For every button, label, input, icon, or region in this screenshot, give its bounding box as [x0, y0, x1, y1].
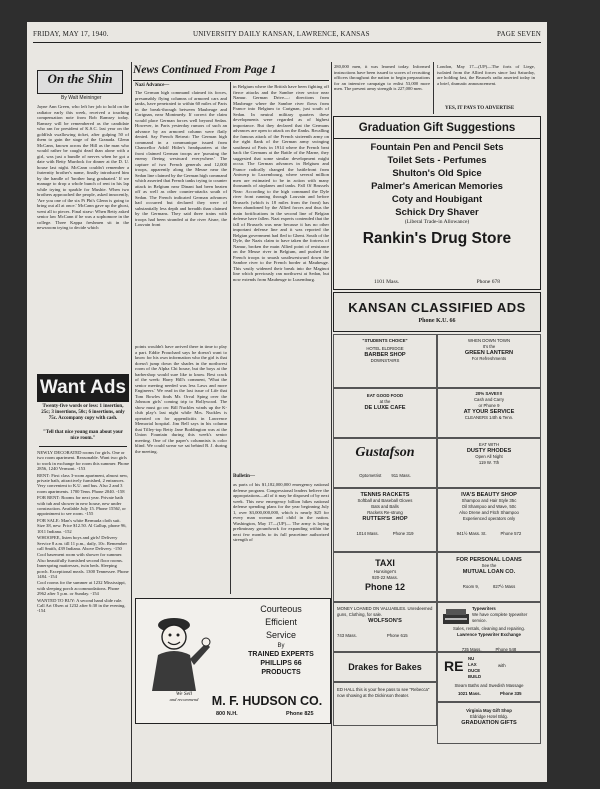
classified-title: KANSAN CLASSIFIED ADS: [348, 300, 526, 315]
bulletin-body: as parts of his $1,182,000,000 emergency national defense program. Congressional leaders believe the appropriations—all of it may be disposed of by next week. This new emergency billion hikes national defense spending plans for the year beginning July 1, over $3,000,000,000, which is nearly $25 for every man woman and child in the nation. Washington, May 17—(UP)— The army is laying preliminary groundwork for expanding within the next few months to its full peacetime authorized strength of: [233, 482, 329, 542]
gift-shop-ad: Virginia May Gift Shop Eldridge Hotel Bldg. GRADUATION GIFTS: [437, 702, 541, 744]
drakes-ad: Drakes for Bakes: [333, 652, 437, 682]
barber-ad: "STUDENTS CHOICE" HOTEL ELDRIDGE BARBER SHOP DOWNSTAIRS: [333, 334, 437, 388]
hudson-slogan: Courteous Efficient Service By TRAINED EXPERTS PHILLIPS 66 PRODUCTS: [248, 604, 314, 676]
news-title: News Continued From Page 1: [133, 64, 277, 76]
header-page: PAGE SEVEN: [497, 30, 541, 38]
hudson-phone: Phone 825: [286, 711, 314, 717]
loan-ad: FOR PERSONAL LOANS See the MUTUAL LOAN CO. Room 9, 827½ Mass: [437, 552, 541, 602]
pays-to-advertise: YES, IT PAYS TO ADVERTISE: [445, 106, 515, 111]
attendant-illustration-icon: [140, 603, 212, 693]
rankin-store: Rankin's Drug Store: [362, 230, 512, 247]
want-ad-item: FOR RENT: Rooms for next year. Private bath with tub and shower in new house, new under construction. Available July 15. Phone 1556J, or appointment to see room. -155: [37, 495, 126, 517]
news-col1: The German high command claimed its forces, presumably flying columns of armored cars and tanks, have penetrated to within 60 miles of Paris in the break-through between Maubeuge and Carignan, near Montmedy. If correct the claim would place German forces well beyond Sedan. However, in Paris yesterday rumors of such an advance by an armored column were flatly denied. Say French Retreat: The German high command in a communique issued from Chancellor Adolf Hitler's headquarters at the front claimed German troops are 'pursuing the enemy fleeing westward everywhere.' The capture of two French generals and 12,000 troops, apparently along the Meuse near the Sedan line claimed by the German high command which asserted that French tanks trying to counter attack in Belgium near Dinant had been beaten off as well as other counter-attacks south of Sedan. The French indicated German advances had occurred but declared they were of substantially less depth and breadth than claimed by the Germans. They said three trains with troops had been stranded at the river Aisne, the Louvain front: [135, 90, 227, 227]
news-col1b: points wouldn't have arrived there in time to play a part. Eddie Prouchard says he doesn't want to know for his own information who the girl is that doesn't jump down the shades in the northwest room of the Alpha Chi house, but the boys at the barbershop would sure like to know. Best crack of the week: Harry Hill's comment, 'What the senior meeting needed was less Laws and more Engineers.' We read in the last issue of Life that Tom Bowles finds Mr. Orval Sping over the Johnson girls' coming trip to Hollywood. The show must go on: Bill Nuckles winds up the K-club play's last night while Mrs. Nuckles is operated on for appendicitis in Lawrence Memorial hospital. Jim Bell says in his column that Tilley-top Betty Jane Boddington was at the Union Fountain during this week's senior meeting. One of the paper's columnists is color blind. We could swear we sat behind B. J. during the meeting.: [135, 344, 227, 454]
want-ad-item: NEWLY DECORATED rooms for girls. One or two room apartment. Reasonable. Want two girls to work in exchange for room this summer. Phone 2856, 1240 Vermont. -153: [37, 450, 129, 472]
shin-body: Jayne Ann Green, who left her job to hold on the radiator early this week, received a touching compensation note from Bob Ramsey today. Ramsey will be remembered as the candidate who ran for president of K.S.C. last year on the goldfish swallowing ticket, after gulping 50 of them to gain the stage of the Granada. Glenn McCann, known across the Hill as the man who would rather be caught dead than alone with a girl, was just a bundle of nerves when he got a date with Betty Murdock for dinner at the D. U. house last night. McCann couldn't remember a fraternity brother's name, finally introduced him by the handle of 'brother lung graduated.' If we manage to drop a whole bunch of rent in his lap while trying to sparkle for Mushie. When two brothers approached the people, asked innocently, 'Are you one of the six Pi Phi's Glenn is going to bring out all at once.' McCann gave up the ghost, went all to pieces. Final straw: When Betty asked senior law McCann if he was a sophomore in the college. Three Kappa freshmen sit in the newsroom trying to decide which: [37, 104, 129, 230]
dusty-rhodes-ad: EAT WITH DUSTY RHODES Open All Night 119 W. 7th: [437, 438, 541, 488]
header-rule: [33, 42, 541, 43]
rebuild-ad: RE NU LAX DUCE BUILD with Steam Baths and Swedish Massage 1021 Mass. Phone 335: [437, 652, 541, 702]
header-title: UNIVERSITY DAILY KANSAN, LAWRENCE, KANSAS: [193, 30, 370, 38]
shin-byline: By Walt Meininger: [61, 95, 102, 101]
cleaners-ad: 20% SAVE!!!! Cash and Carry or Phone 9 AT YOUR SERVICE CLEANERS 14th & Tenn.: [437, 388, 541, 438]
header-date: FRIDAY, MAY 17, 1940.: [33, 30, 109, 38]
hudson-ad: [135, 598, 331, 724]
want-ad-item: WANTED TO BUY: A second hand slide rule. Call Art Olsen at 1232 after 6:30 in the evening. -154: [37, 597, 126, 614]
classified-header: [333, 292, 541, 332]
classified-phone: Phone K.U. 66: [418, 318, 456, 324]
green-lantern-ad: WHEN DOWN TOWN It's the GREEN LANTERN For Refreshments: [437, 334, 541, 388]
news-col1-head: Nazi Advance—: [135, 83, 170, 88]
typewriter-icon: [442, 607, 470, 625]
hudson-name: M. F. HUDSON CO.: [208, 693, 326, 709]
hudson-recommend: and recommend: [169, 697, 199, 702]
want-ad-item: RENT: First class 3-room apartment, almost new, private bath, attractively furnished, 2 entrances. Very convenient to K.U. and bus. Also 2 and 3 room apartments. 1700 Tenn. Phone 2040. -158: [37, 472, 129, 494]
shin-title: On the Shin: [47, 71, 113, 86]
want-ad-item: Cool basement room with shower for summer. Also beautifully furnished second floor rooms. Innerspring mattresses, twin beds. Sleeping porch. Exceptional meals. 1300 Tennessee. Phone 1484. -154: [37, 552, 129, 579]
page-header: [33, 30, 541, 42]
want-ad-item: Cool rooms for the summer at 1232 Mississippi, with sleeping porch accommodations. Phone 2962 after 5 p.m. or Sunday. -154: [37, 580, 126, 597]
typewriter-ad: Typewriters We have complete typewriter service. Sales, rentals, cleaning and repairing. Lawrence Typewriter Exchange 735 Mass. Phone 548: [437, 602, 541, 652]
want-ads-title: Want Ads: [37, 374, 129, 402]
want-ad-item: FOR SALE: Man's white Bermuda cloth suit. Size 38, new. Price $12.50. Al Gallup, phone 96, 1011 Indiana. -152: [37, 517, 127, 534]
tennis-ad: TENNIS RACKETS Softball and Baseball Gloves Bats and Balls Rackets Re-strung RUTTER'S SHOP 1014 Mass. Phone 319: [333, 488, 437, 552]
hudson-sell: We Sell: [175, 691, 193, 697]
want-ads-rates: Twenty-five words or less: 1 insertion, 25c; 3 insertions, 50c; 6 insertions, only 75c. Accompany copy with cash.: [41, 404, 125, 421]
want-ad-item: WHOOPEE, listen boys and girls! Delivery Service 8 a.m. till 11 p.m., daily, 10c. Remember call Smith, 439 Indiana. Above Delivery. -150: [37, 535, 127, 551]
bulletin-head: Bulletin—: [233, 474, 255, 479]
beauty-shop-ad: IVA'S BEAUTY SHOP Shampoo and Hair Style 35c Oil Shampoo and Wave, 50c Also Drene and Fitch Shampoo Experienced operators only 941½ Mass. St. Phone 572: [437, 488, 541, 552]
wolfson-ad: MONEY LOANED ON VALUABLES. Unredeemed guns, Clothing, for sale. WOLFSON'S 743 Mass. Phone 615: [333, 602, 437, 652]
rankin-ad: Graduation Gift Suggestions Fountain Pen and Pencil Sets Toilet Sets - Perfumes Shulton's Old Spice Palmer's American Memories Coty and Houbigant Schick Dry Shaver (Liberal Trade-in Allowance) Rankin's Drug Store 1101 Mass. Phone 678: [333, 116, 541, 290]
taxi-ad: TAXI Hunsinger's 920-22 Mass. Phone 12: [333, 552, 437, 602]
gustafson-ad: Gustafson Optometrist 911 Mass.: [333, 438, 437, 488]
shin-title-box: [37, 70, 123, 94]
deluxe-cafe-ad: EAT GOOD FOOD at the DE LUXE CAFE: [333, 388, 437, 438]
rankin-head: Graduation Gift Suggestions: [334, 121, 540, 139]
ed-hall-ad: ED HALL this is your free pass to see "Rebecca" now showing at the Dickinson theater.: [333, 682, 437, 726]
want-ads-tagline: "Tell that nice young man about your nice room.": [42, 430, 124, 441]
newspaper-page: [27, 22, 547, 782]
hudson-addr: 800 N.H.: [216, 711, 238, 717]
liege-article: London, May 17—(UP)—The forts of Liege, isolated from the Allied forces since last Saturday, are holding fast, the Brussels radio asserted today in a brief, dramatic announcement.: [437, 64, 535, 86]
news-col2: in Belgium where the British have been fighting off fierce attacks and the Sambre river sector near Namur. German Drive—: directions from Maubeuge where the Sambre river flows from France into Belgium to Carignan, just south of Sedan. In neutral military quarters these developments were regarded as of highest importance. But they declared that the Germans advances are open to attack on the flanks. Recalling the famous attack of the French sixteenth army on the right flank of the German army swinging southeast of Paris in 1914 where the French beat back the Germans at the Battle of the Marne, they suggested that some similar development might occur. The German advances in Belgium and France radically changed the battlefront from Antwerp to Luxembourg, where several million men are estimated to be in action with many thousands of airplanes and tanks. Fall Of Brussels Near: According to the high command the Dyle river front running through Louvain and before Brussels (which is 18 miles from the front) has been abandoned by the Allied forces and thus the main fortifications in the second line of Belgian defense have fallen. Nazi experts contended that the fall of Brussels was near because it has no other important defense line and it was reported the Belgian government had fled to Ghent. South of the Dyle, the Nazis claim to have taken the fortress of Namur, broken the main Allied point of resistance on the Meuse river in Belgium, and pushed the French troops to smash southwestward down the Sambre river to the French border at Maubeuge. This vastly widened their break into the Maginot line which previously ran northwest at Sedan, but now extends from Maubeuge to Luxemburg.: [233, 84, 329, 282]
army-strength-article: 280,000 men, it was learned today. Informed instructions have been issued to scores of recruiting officers throughout the nation to begin preparations for an intensive campaign to enlist 53,000 more men. The present army strength is 227,000 men.: [334, 64, 430, 91]
want-ads-list: [37, 450, 129, 780]
